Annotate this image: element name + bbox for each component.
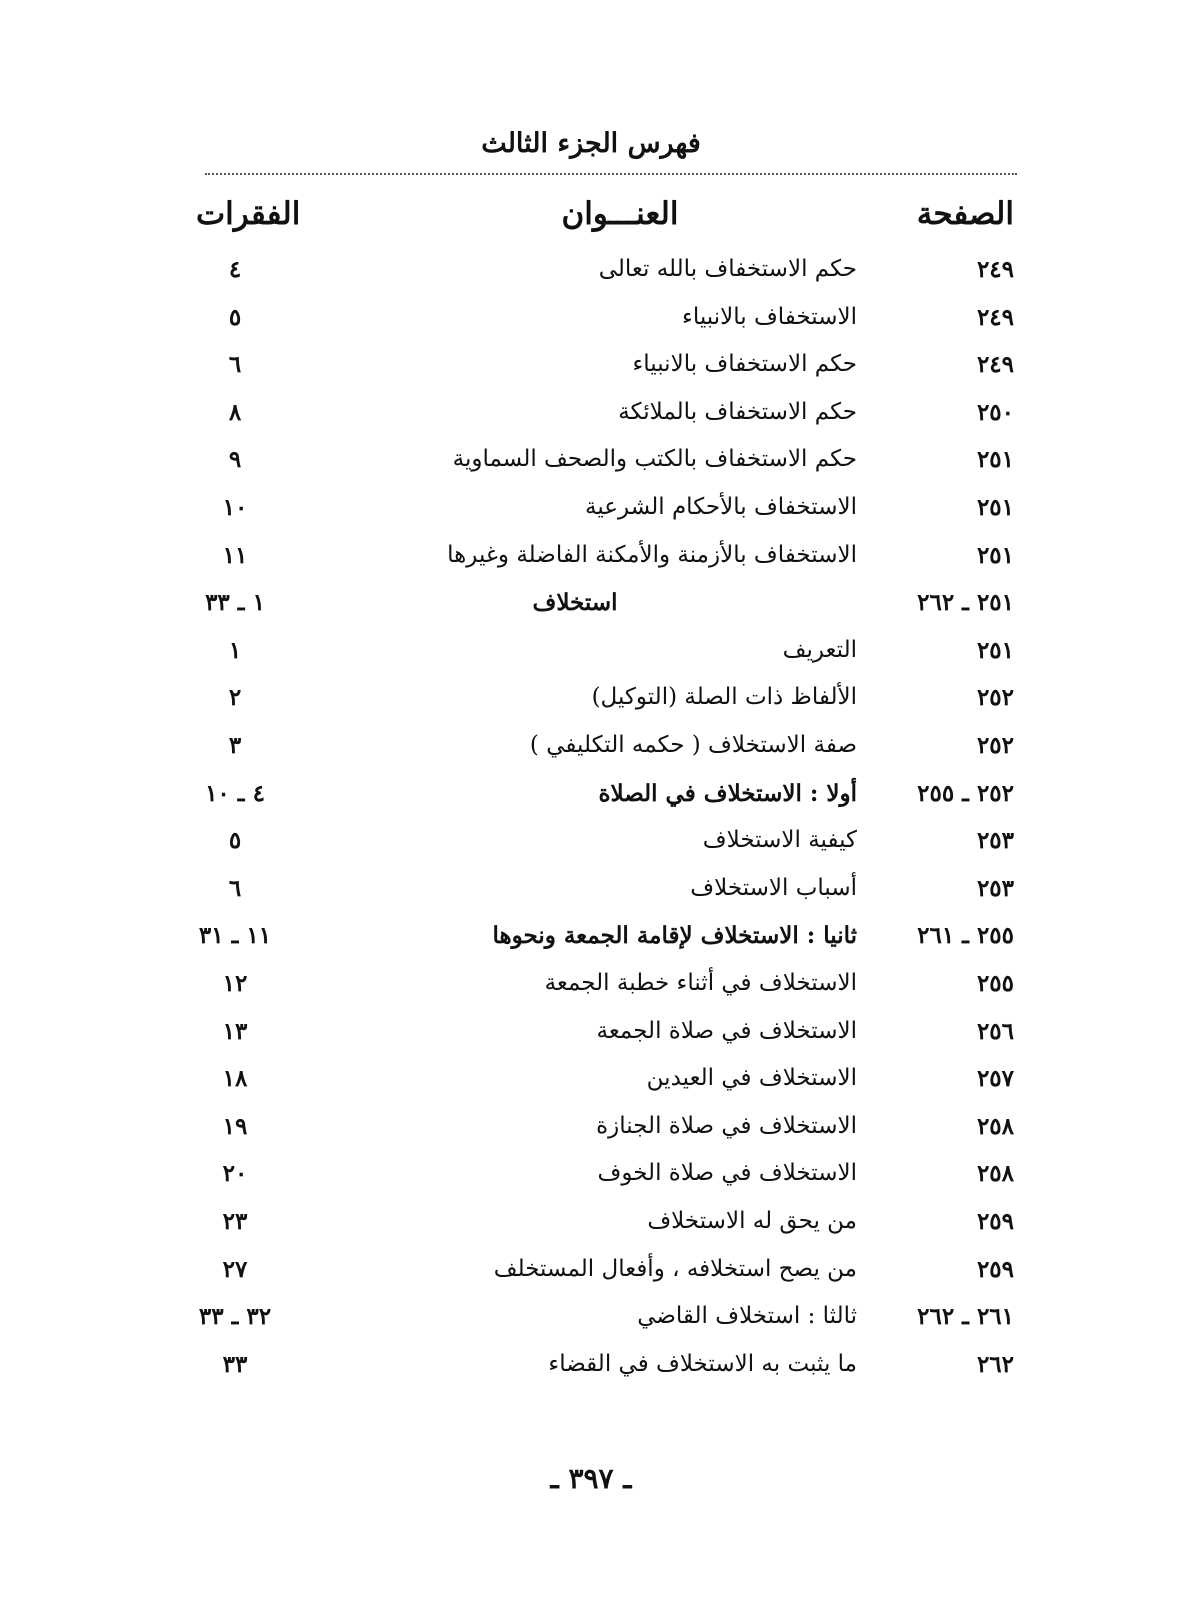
row-paragraphs: ١٨ [222,1065,248,1092]
row-page: ٢٥٥ ـ ٢٦١ [917,922,1014,949]
row-page: ٢٤٩ [976,304,1014,331]
page-title: فهرس الجزء الثالث [481,128,701,159]
row-page: ٢٥١ [976,446,1014,473]
row-title: حكم الاستخفاف بالكتب والصحف السماوية [452,446,857,472]
row-paragraphs: ٥ [228,827,242,854]
row-page: ٢٥١ ـ ٢٦٢ [917,589,1014,616]
row-page: ٢٦١ ـ ٢٦٢ [917,1303,1014,1330]
index-row [0,399,1182,447]
row-title: صفة الاستخلاف ( حكمه التكليفي ) [529,732,857,758]
index-row [0,1256,1182,1304]
row-paragraphs: ٢٠ [222,1160,248,1187]
index-row [0,780,1182,828]
row-page: ٢٥٢ ـ ٢٥٥ [917,780,1014,807]
row-paragraphs: ٩ [228,446,242,473]
header-page: الصفحة [916,196,1014,232]
index-row [0,1160,1182,1208]
row-title: ثالثا : استخلاف القاضي [637,1303,857,1329]
row-paragraphs: ٦ [228,351,242,378]
row-paragraphs: ٢ [228,684,242,711]
row-paragraphs: ١ ـ ٣٣ [205,589,265,616]
row-page: ٢٥٩ [976,1208,1014,1235]
row-title: الاستخفاف بالانبياء [682,304,857,330]
page-number: ـ ٣٩٧ ـ [550,1462,632,1495]
row-title: التعريف [782,637,857,663]
row-page: ٢٥٢ [976,684,1014,711]
row-page: ٢٥٨ [976,1160,1014,1187]
header-title: العنـــوان [561,196,679,232]
row-page: ٢٥١ [976,542,1014,569]
index-row [0,589,1182,637]
row-page: ٢٦٢ [976,1351,1014,1378]
row-title: ثانيا : الاستخلاف لإقامة الجمعة ونحوها [492,922,857,949]
row-title: حكم الاستخفاف بالانبياء [632,351,857,377]
row-page: ٢٥٧ [976,1065,1014,1092]
row-title: الاستخلاف في العيدين [646,1065,857,1091]
row-title: الاستخفاف بالأزمنة والأمكنة الفاضلة وغيرها [447,542,857,568]
row-paragraphs: ١٢ [222,970,248,997]
index-row [0,970,1182,1018]
index-row [0,1303,1182,1351]
row-title: الاستخلاف في صلاة الجمعة [596,1018,857,1044]
index-row [0,1208,1182,1256]
index-row [0,1113,1182,1161]
row-page: ٢٥٩ [976,1256,1014,1283]
row-title: أولا : الاستخلاف في الصلاة [598,780,857,807]
index-row [0,827,1182,875]
index-row [0,446,1182,494]
index-row [0,1065,1182,1113]
row-page: ٢٥١ [976,494,1014,521]
row-paragraphs: ٢٧ [222,1256,248,1283]
row-page: ٢٤٩ [976,256,1014,283]
row-title: الاستخفاف بالأحكام الشرعية [585,494,857,520]
row-page: ٢٥٢ [976,732,1014,759]
row-paragraphs: ٨ [228,399,242,426]
row-paragraphs: ٣٣ [222,1351,248,1378]
row-paragraphs: ١١ [222,542,248,569]
row-title: الألفاظ ذات الصلة (التوكيل) [591,684,857,710]
row-paragraphs: ١١ ـ ٣١ [198,922,272,949]
row-paragraphs: ١٠ [222,494,248,521]
index-row [0,875,1182,923]
header-paragraphs: الفقرات [196,196,301,232]
row-paragraphs: ٤ [228,256,242,283]
index-row [0,684,1182,732]
row-page: ٢٥١ [976,637,1014,664]
row-title: أسباب الاستخلاف [690,875,857,901]
row-paragraphs: ١٣ [222,1018,248,1045]
row-paragraphs: ١٩ [222,1113,248,1140]
row-page: ٢٥٥ [976,970,1014,997]
row-page: ٢٥٨ [976,1113,1014,1140]
row-title: الاستخلاف في صلاة الخوف [597,1160,857,1186]
index-row [0,494,1182,542]
row-page: ٢٥٠ [976,399,1014,426]
row-title: ما يثبت به الاستخلاف في القضاء [548,1351,857,1377]
row-page: ٢٥٣ [976,827,1014,854]
row-paragraphs: ٦ [228,875,242,902]
row-paragraphs: ٣٢ ـ ٣٣ [198,1303,272,1330]
row-paragraphs: ٤ ـ ١٠ [205,780,265,807]
index-row [0,542,1182,590]
row-title: حكم الاستخفاف بالله تعالى [598,256,857,282]
row-title: الاستخلاف في أثناء خطبة الجمعة [544,970,857,996]
row-title: الاستخلاف في صلاة الجنازة [596,1113,857,1139]
index-row [0,1351,1182,1399]
row-title: استخلاف [532,589,618,616]
row-paragraphs: ٥ [228,304,242,331]
row-title: من يصح استخلافه ، وأفعال المستخلف [493,1256,857,1282]
row-paragraphs: ١ [228,637,242,664]
row-title: من يحق له الاستخلاف [647,1208,857,1234]
row-title: كيفية الاستخلاف [702,827,857,853]
index-row [0,351,1182,399]
row-page: ٢٥٦ [976,1018,1014,1045]
index-row [0,304,1182,352]
row-page: ٢٥٣ [976,875,1014,902]
row-page: ٢٤٩ [976,351,1014,378]
index-row [0,922,1182,970]
index-row [0,1018,1182,1066]
index-row [0,256,1182,304]
row-paragraphs: ٣ [228,732,242,759]
index-row [0,732,1182,780]
index-row [0,637,1182,685]
row-paragraphs: ٢٣ [222,1208,248,1235]
row-title: حكم الاستخفاف بالملائكة [618,399,857,425]
